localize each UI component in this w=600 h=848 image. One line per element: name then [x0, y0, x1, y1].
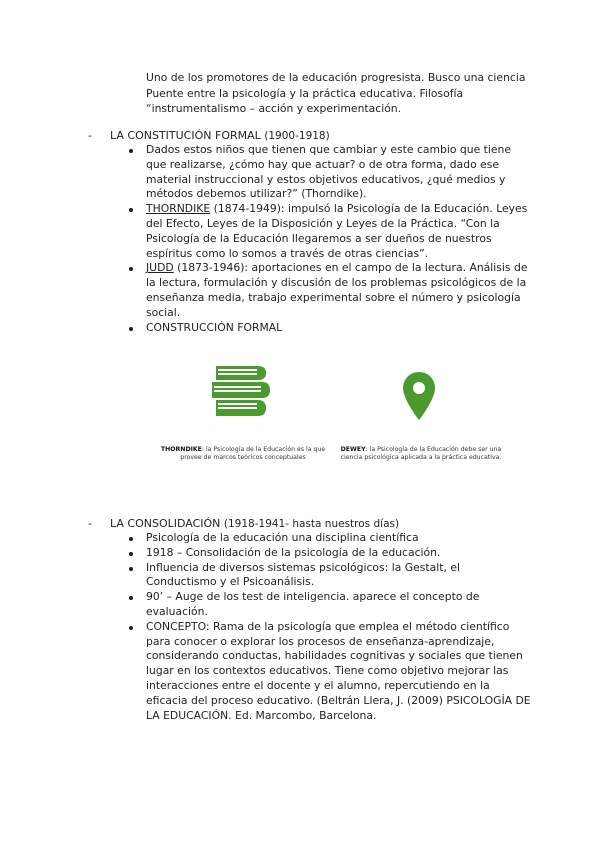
- list-item: 1918 – Consolidación de la psicología de la educación.: [146, 546, 531, 561]
- list-item: 90’ – Auge de los test de inteligencia. aparece el concepto de evaluación.: [146, 590, 531, 620]
- heading-dash: -: [88, 517, 92, 530]
- heading-dash: -: [88, 129, 92, 142]
- heading-title: LA CONSTITUCIÓN FORMAL: [110, 129, 261, 142]
- section-heading-constitucion: [88, 128, 330, 144]
- consolidacion-list: [146, 531, 531, 723]
- heading-dates: (1900-1918): [264, 130, 330, 142]
- list-item: Psicología de la educación una disciplina científica: [146, 531, 531, 546]
- books-icon: [208, 362, 272, 420]
- map-pin-icon: [401, 370, 437, 422]
- constitucion-list: [146, 143, 531, 335]
- list-item: Dados estos niños que tienen que cambiar y este cambio que tiene que realizarse, ¿cómo hay que actuar? o de otra forma, dado ese material instruccional y estos objetivos educativos, ¿qué medios y métodos debemos utilizar?” (Thorndike).: [146, 143, 531, 202]
- intro-paragraph: Uno de los promotores de la educación progresista. Busco una ciencia Puente entre la psicología y la práctica educativa. Filosofía “instrumentalismo – acción y experimentación.: [146, 71, 526, 115]
- list-item: CONSTRUCCIÓN FORMAL: [146, 321, 531, 336]
- list-item: CONCEPTO: Rama de la psicología que emplea el método científico para conocer o explorar los procesos de enseñanza-aprendizaje, considerando conductas, habilidades cognitivas y sociales que tienen lugar en los contextos educativos. Tiene como objetivo mejorar las interacciones entre el docente y el alumno, repercutiendo en la eficacia del proceso educativo. (Beltrán Llera, J. (2009) PSICOLOGÍA DE LA EDUCACIÓN. Ed. Marcombo, Barcelona.: [146, 619, 531, 722]
- list-item: JUDD (1873-1946): aportaciones en el campo de la lectura. Análisis de la lectura, formulación y discusión de los problemas psicológicos de la enseñanza media, trabajo experimental sobre el número y psicología social.: [146, 261, 531, 320]
- heading-dates: (1918-1941- hasta nuestros días): [223, 518, 400, 530]
- caption-dewey: DEWEY: la Psicología de la Educación debe ser una ciencia psicológica aplicada a la práctica educativa.: [340, 446, 502, 462]
- judd-link[interactable]: JUDD: [146, 261, 174, 275]
- list-item: Influencia de diversos sistemas psicológicos: la Gestalt, el Conductismo y el Psicoanálisis.: [146, 561, 531, 591]
- thorndike-link[interactable]: THORNDIKE: [146, 202, 211, 216]
- list-item: THORNDIKE (1874-1949): impulsó la Psicología de la Educación. Leyes del Efecto, Leyes de la Disposición y Leyes de la Práctica. “Con la Psicología de la Educación llegaremos a ser dueños de nuestros espíritus como lo somos a través de otras ciencias”.: [146, 202, 531, 261]
- heading-title: LA CONSOLIDACIÓN: [110, 517, 221, 530]
- section-heading-consolidacion: [88, 516, 399, 532]
- caption-thorndike: THORNDIKE: la Psicología de la Educación es la que provee de marcos teóricos conceptuales: [160, 446, 326, 462]
